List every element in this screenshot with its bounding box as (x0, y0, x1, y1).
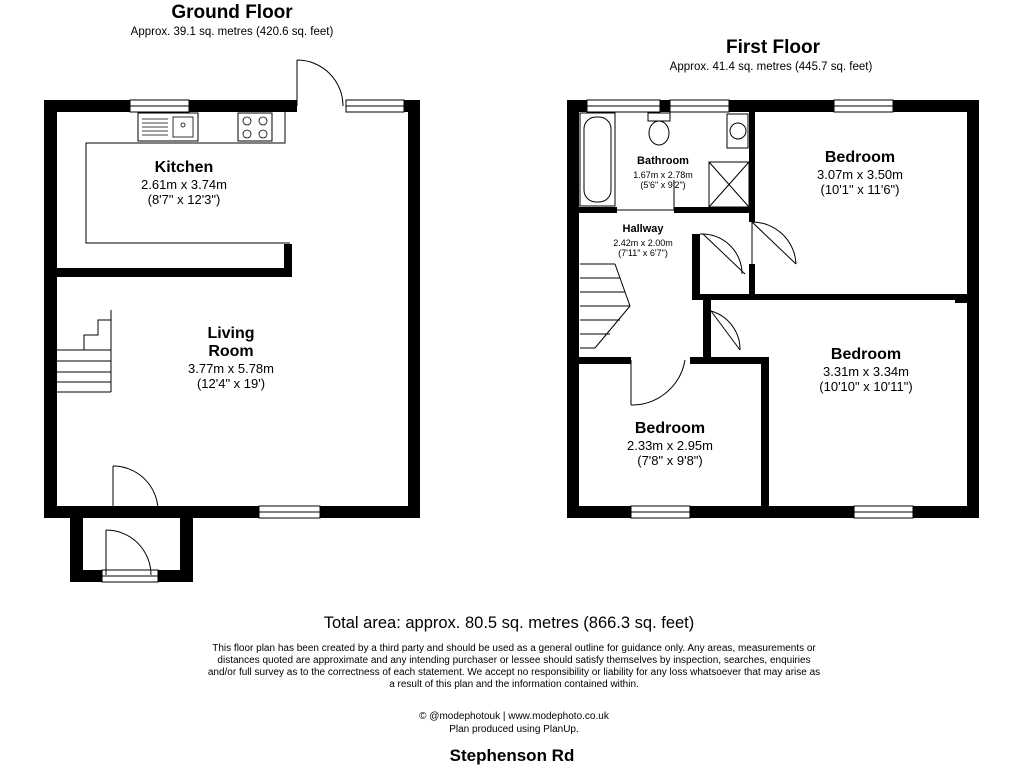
shower-icon (709, 162, 749, 207)
room-dimensions-metric: 3.07m x 3.50m (817, 167, 903, 182)
disclaimer-line: distances quoted are approximate and any intending purchaser or lessee should satisfy themselves by inspection, searches, enquiries (217, 655, 811, 666)
room-dimensions-metric: 1.67m x 2.78m (633, 170, 693, 180)
room-dimensions-imperial: (10'1" x 11'6") (820, 182, 900, 197)
basin-icon (727, 114, 748, 148)
ground-floor-title: Ground Floor (171, 2, 293, 23)
room-dimensions-metric: 2.33m x 2.95m (627, 438, 713, 453)
room-dimensions-imperial: (5'6" x 9'2") (640, 180, 686, 190)
room-dimensions-imperial: (7'8" x 9'8") (637, 453, 703, 468)
room-name: Hallway (622, 223, 664, 235)
room-name: Living (207, 325, 255, 342)
room-dimensions-metric: 3.77m x 5.78m (188, 361, 274, 376)
room-dimensions-metric: 2.42m x 2.00m (613, 238, 673, 248)
first-floor-title: First Floor (726, 37, 820, 58)
room-name: Kitchen (154, 159, 214, 176)
front-door-swing (106, 466, 158, 575)
first-floor-door-swings (617, 180, 796, 405)
sink-icon (142, 117, 193, 137)
room-label-bedroom-1 (817, 149, 903, 197)
credit-line: © @modephotouk | www.modephoto.co.uk (419, 711, 609, 722)
room-name: Bedroom (634, 420, 706, 437)
ground-floor-stairs (56, 310, 111, 392)
room-dimensions-metric: 3.31m x 3.34m (822, 364, 909, 379)
room-dimensions-imperial: (7'11" x 6'7") (618, 248, 668, 258)
room-label-bathroom (633, 152, 693, 190)
room-label-living-room (188, 325, 274, 391)
ground-floor-plan (44, 60, 420, 582)
room-label-hallway (613, 220, 673, 258)
credit-line: Plan produced using PlanUp. (449, 724, 579, 735)
first-floor-area: Approx. 41.4 sq. metres (445.7 sq. feet) (669, 61, 873, 73)
first-floor-stairs (580, 264, 630, 348)
room-label-kitchen (141, 159, 227, 207)
room-name: Bedroom (824, 149, 896, 166)
room-dimensions-imperial: (12'4" x 19') (196, 376, 266, 391)
disclaimer-line: This floor plan has been created by a third party and should be used as a general outline for guidance only. Any areas, measurements or (212, 643, 816, 654)
room-name-line-2: Room (208, 343, 254, 360)
toilet-icon (648, 113, 670, 145)
room-label-bedroom-3 (627, 420, 713, 468)
hob-icon (243, 117, 267, 138)
back-door-swing (297, 60, 343, 106)
disclaimer-line: a result of this plan and the information contained within. (389, 679, 639, 690)
disclaimer-line: and/or full survey as to the correctness of each statement. We accept no responsibility or liability for any loss whatsoever that may arise as (207, 667, 821, 678)
total-area: Total area: approx. 80.5 sq. metres (866.3 sq. feet) (323, 614, 695, 632)
property-address: Stephenson Rd (449, 746, 575, 765)
room-name: Bedroom (830, 346, 902, 363)
room-dimensions-imperial: (8'7" x 12'3") (147, 192, 221, 207)
disclaimer (208, 643, 820, 691)
room-label-bedroom-2 (819, 346, 912, 394)
credits (419, 710, 609, 736)
ground-floor-area: Approx. 39.1 sq. metres (420.6 sq. feet) (130, 26, 334, 38)
bath-icon (580, 113, 615, 206)
room-dimensions-imperial: (10'10" x 10'11") (819, 379, 913, 394)
room-name: Bathroom (637, 155, 689, 167)
room-dimensions-metric: 2.61m x 3.74m (141, 177, 227, 192)
